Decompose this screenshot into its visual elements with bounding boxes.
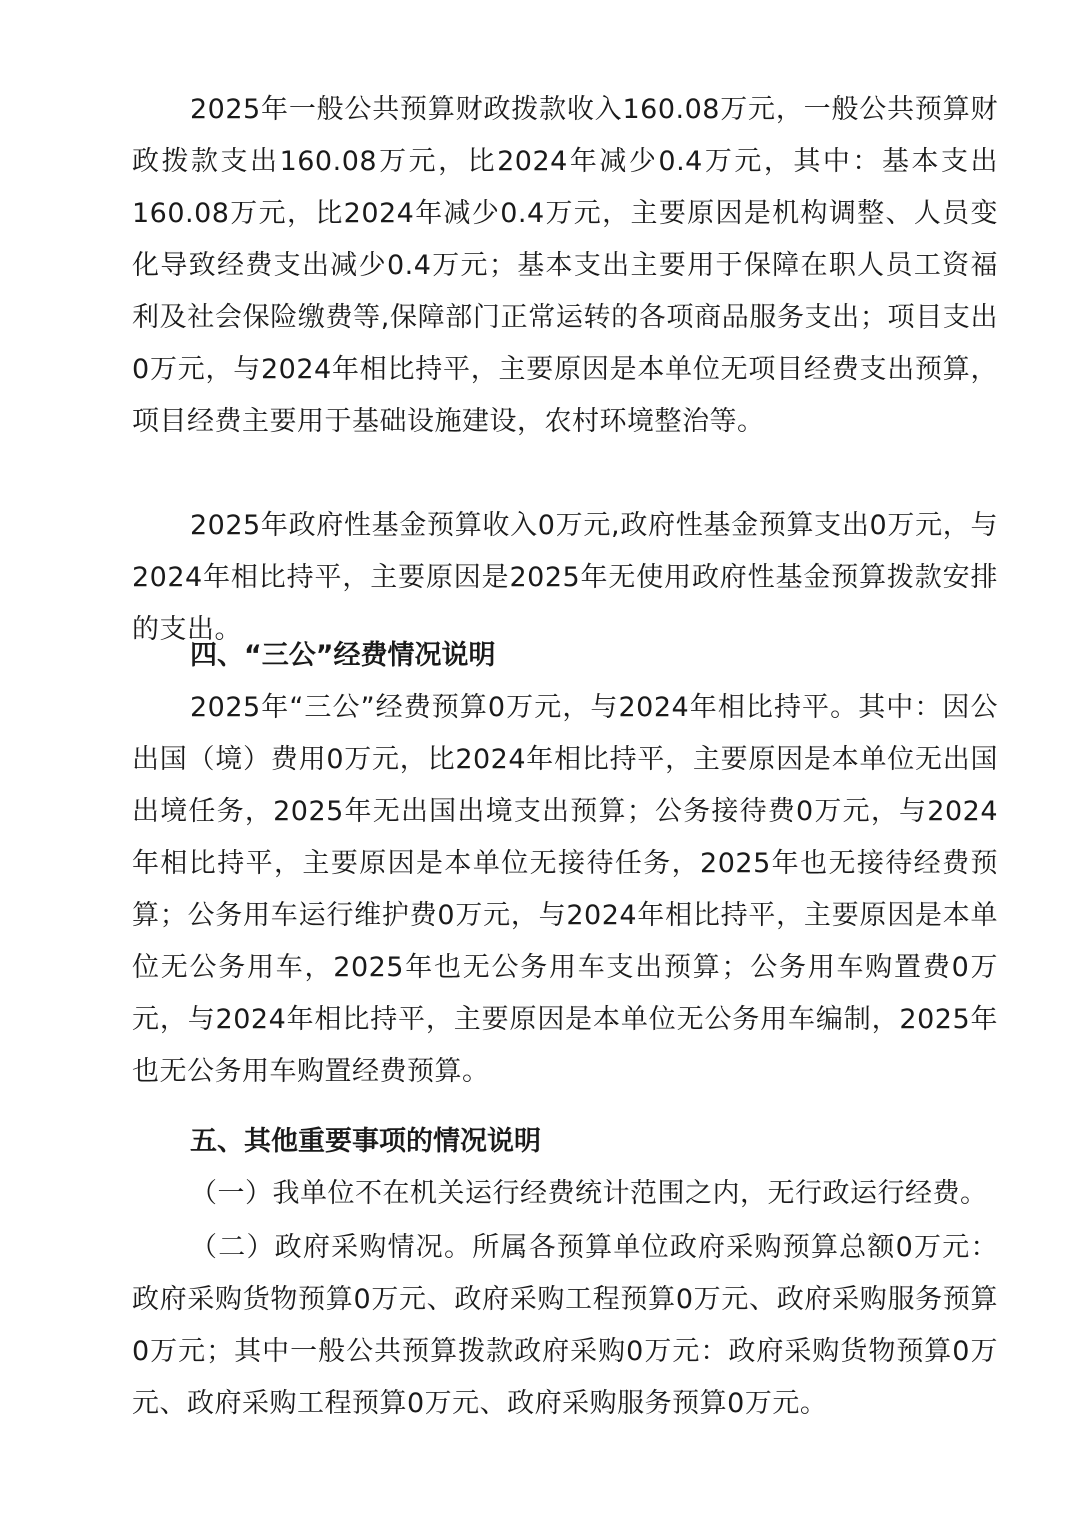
paragraph-government-fund: 2025年政府性基金预算收入0万元,政府性基金预算支出0万元，与2024年相比持平，主要原因是2025年无使用政府性基金预算拨款安排的支出。 (132, 510, 998, 645)
paragraph-budget-expenditure: 2025年一般公共预算财政拨款收入160.08万元，一般公共预算财政拨款支出160.08万元，比2024年减少0.4万元，其中：基本支出160.08万元，比2024年减少0.4万元，主要原因是机构调整、人员变化导致经费支出减少0.4万元；基本支出主要用于保障在职人员工资福利及社会保险缴费等,保障部门正常运转的各项商品服务支出；项目支出0万元，与2024年相比持平，主要原因是本单位无项目经费支出预算，项目经费主要用于基础设施建设，农村环境整治等。 (132, 94, 998, 437)
paragraph-operating-expenses: （一）我单位不在机关运行经费统计范围之内，无行政运行经费。 (190, 1178, 988, 1209)
paragraph-three-public-expenses: 2025年“三公”经费预算0万元，与2024年相比持平。其中：因公出国（境）费用0万元，比2024年相比持平，主要原因是本单位无出国出境任务，2025年无出国出境支出预算；公务接待费0万元，与2024年相比持平，主要原因是本单位无接待任务，2025年也无接待经费预算；公务用车运行维护费0万元，与2024年相比持平，主要原因是本单位无公务用车，2025年也无公务用车支出预算；公务用车购置费0万元，与2024年相比持平，主要原因是本单位无公务用车编制，2025年也无公务用车购置经费预算。 (132, 692, 998, 1087)
paragraph-government-procurement: （二）政府采购情况。所属各预算单位政府采购预算总额0万元：政府采购货物预算0万元、政府采购工程预算0万元、政府采购服务预算0万元；其中一般公共预算拨款政府采购0万元：政府采购货物预算0万元、政府采购工程预算0万元、政府采购服务预算0万元。 (132, 1232, 998, 1419)
section-heading-three-public: 四、“三公”经费情况说明 (190, 640, 496, 671)
section-heading-other-matters: 五、其他重要事项的情况说明 (190, 1126, 541, 1157)
